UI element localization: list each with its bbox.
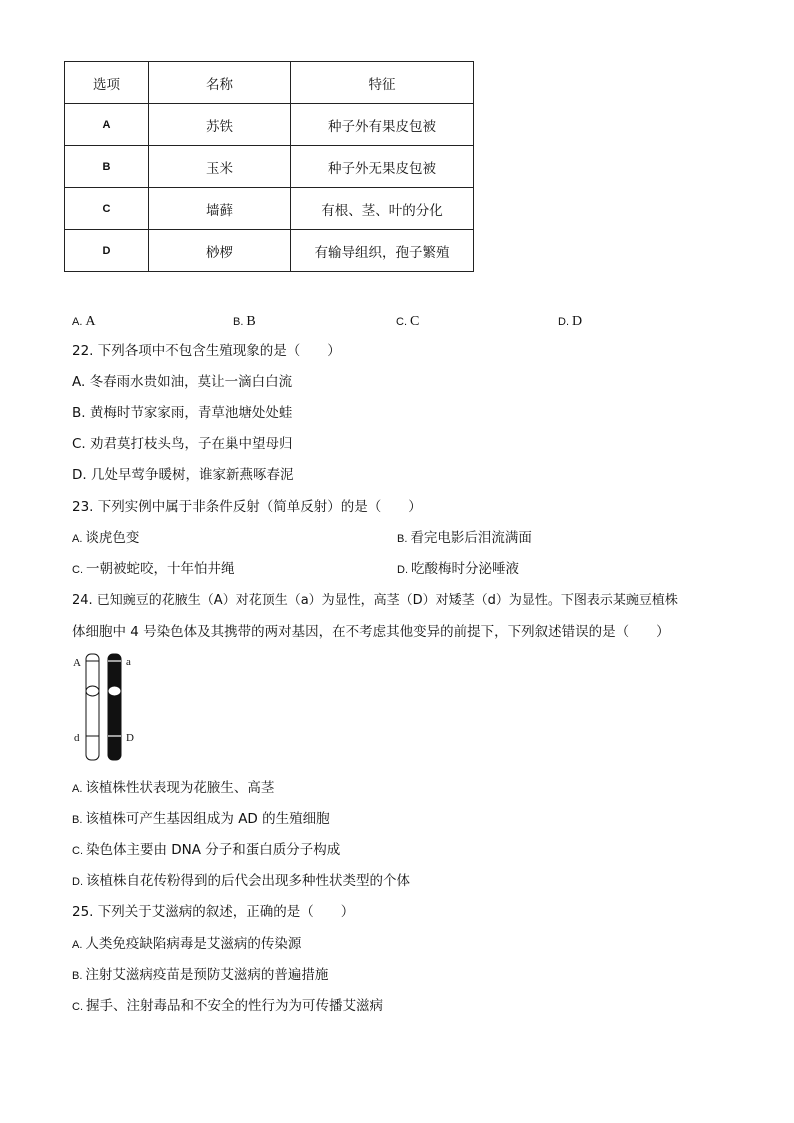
q23-option-c[interactable]: [72, 560, 235, 579]
option-label: A.: [72, 783, 83, 795]
option-text: C: [410, 314, 420, 329]
q24-stem-line1: 24. 已知豌豆的花腋生（A）对花顶生（a）为显性，高茎（D）对矮茎（d）为显性。下图表示某豌豆植株: [72, 593, 678, 608]
table-header-cell: 名称: [149, 62, 291, 104]
q22-option-a[interactable]: A. 冬春雨水贵如油，莫让一滴白白流: [72, 374, 293, 390]
option-text: 吃酸梅时分泌唾液: [411, 561, 519, 577]
table-cell: 苏铁: [149, 104, 291, 146]
q25-option-c[interactable]: [72, 997, 383, 1016]
option-text: 一朝被蛇咬，十年怕井绳: [86, 561, 235, 577]
table-cell: C: [65, 188, 149, 230]
table-cell: 有根、茎、叶的分化: [291, 188, 474, 230]
option-text: 该植株自花传粉得到的后代会出现多种性状类型的个体: [86, 873, 410, 889]
table-row: [65, 230, 474, 272]
chromosome-right: [108, 654, 121, 760]
centromere-right: [108, 686, 121, 696]
gene-label-right-bottom: D: [126, 732, 134, 744]
table-header-cell: 特征: [291, 62, 474, 104]
q22-option-d[interactable]: D. 几处早莺争暖树，谁家新燕啄春泥: [72, 467, 294, 483]
table-cell: 有输导组织，孢子繁殖: [291, 230, 474, 272]
table-row: [65, 104, 474, 146]
option-label: C.: [396, 316, 407, 328]
q24-option-b[interactable]: [72, 810, 330, 829]
option-label: C.: [72, 1001, 83, 1013]
option-label: D.: [397, 564, 408, 576]
q22-option-c[interactable]: C. 劝君莫打枝头鸟，子在巢中望母归: [72, 436, 293, 452]
table-row: [65, 188, 474, 230]
q22-stem: 22. 下列各项中不包含生殖现象的是（ ）: [72, 343, 341, 359]
q23-option-d[interactable]: [397, 560, 519, 579]
q25-stem: 25. 下列关于艾滋病的叙述，正确的是（ ）: [72, 904, 355, 920]
option-label: C.: [72, 845, 83, 857]
table-cell: 桫椤: [149, 230, 291, 272]
q23-option-a[interactable]: [72, 529, 139, 548]
q24-option-d[interactable]: [72, 872, 410, 891]
q22-option-b[interactable]: B. 黄梅时节家家雨，青草池塘处处蛙: [72, 405, 293, 421]
option-label: D.: [558, 316, 569, 328]
option-text: 该植株可产生基因组成为 AD 的生殖细胞: [85, 811, 330, 827]
option-text: 握手、注射毒品和不安全的性行为为可传播艾滋病: [86, 998, 383, 1014]
gene-label-left-bottom: d: [74, 732, 80, 744]
chromosome-left: [86, 654, 99, 760]
gene-label-right-top: a: [126, 656, 131, 668]
q25-option-a[interactable]: [72, 935, 301, 954]
centromere-left: [86, 686, 99, 696]
option-label: B.: [72, 970, 83, 982]
table-cell: A: [65, 104, 149, 146]
q25-option-b[interactable]: [72, 966, 328, 985]
q21-option-b[interactable]: [233, 312, 256, 331]
option-text: 染色体主要由 DNA 分子和蛋白质分子构成: [86, 842, 341, 858]
q24-option-c[interactable]: [72, 841, 340, 860]
option-label: B.: [397, 533, 408, 545]
table-header-cell: 选项: [65, 62, 149, 104]
option-text: 注射艾滋病疫苗是预防艾滋病的普遍措施: [85, 967, 329, 983]
table-cell: 种子外无果皮包被: [291, 146, 474, 188]
q24-stem-line2: 体细胞中 4 号染色体及其携带的两对基因，在不考虑其他变异的前提下，下列叙述错误的是（ ）: [72, 624, 670, 640]
table-header-row: [65, 62, 474, 104]
q23-option-b[interactable]: [397, 529, 532, 548]
chromosome-pair-figure: [70, 652, 140, 762]
q21-option-c[interactable]: [396, 312, 419, 331]
option-text: A: [85, 314, 96, 329]
table-cell: 种子外有果皮包被: [291, 104, 474, 146]
option-label: A.: [72, 533, 83, 545]
option-text: D: [572, 314, 583, 329]
gene-label-left-top: A: [73, 657, 81, 669]
table-cell: D: [65, 230, 149, 272]
options-table: [64, 61, 474, 272]
option-label: A.: [72, 939, 83, 951]
option-label: B.: [233, 316, 244, 328]
table-row: [65, 146, 474, 188]
table-cell: 墙藓: [149, 188, 291, 230]
option-label: D.: [72, 876, 83, 888]
option-text: 人类免疫缺陷病毒是艾滋病的传染源: [85, 936, 302, 952]
table-cell: 玉米: [149, 146, 291, 188]
q21-option-a[interactable]: [72, 312, 96, 331]
q24-option-a[interactable]: [72, 779, 274, 798]
option-text: B: [246, 314, 256, 329]
option-label: C.: [72, 564, 83, 576]
option-text: 看完电影后泪流满面: [410, 530, 532, 546]
option-text: 该植株性状表现为花腋生、高茎: [85, 780, 275, 796]
q23-stem: 23. 下列实例中属于非条件反射（简单反射）的是（ ）: [72, 499, 422, 515]
option-label: B.: [72, 814, 83, 826]
option-text: 谈虎色变: [85, 530, 140, 546]
table-cell: B: [65, 146, 149, 188]
q21-option-d[interactable]: [558, 312, 582, 331]
option-label: A.: [72, 316, 83, 328]
